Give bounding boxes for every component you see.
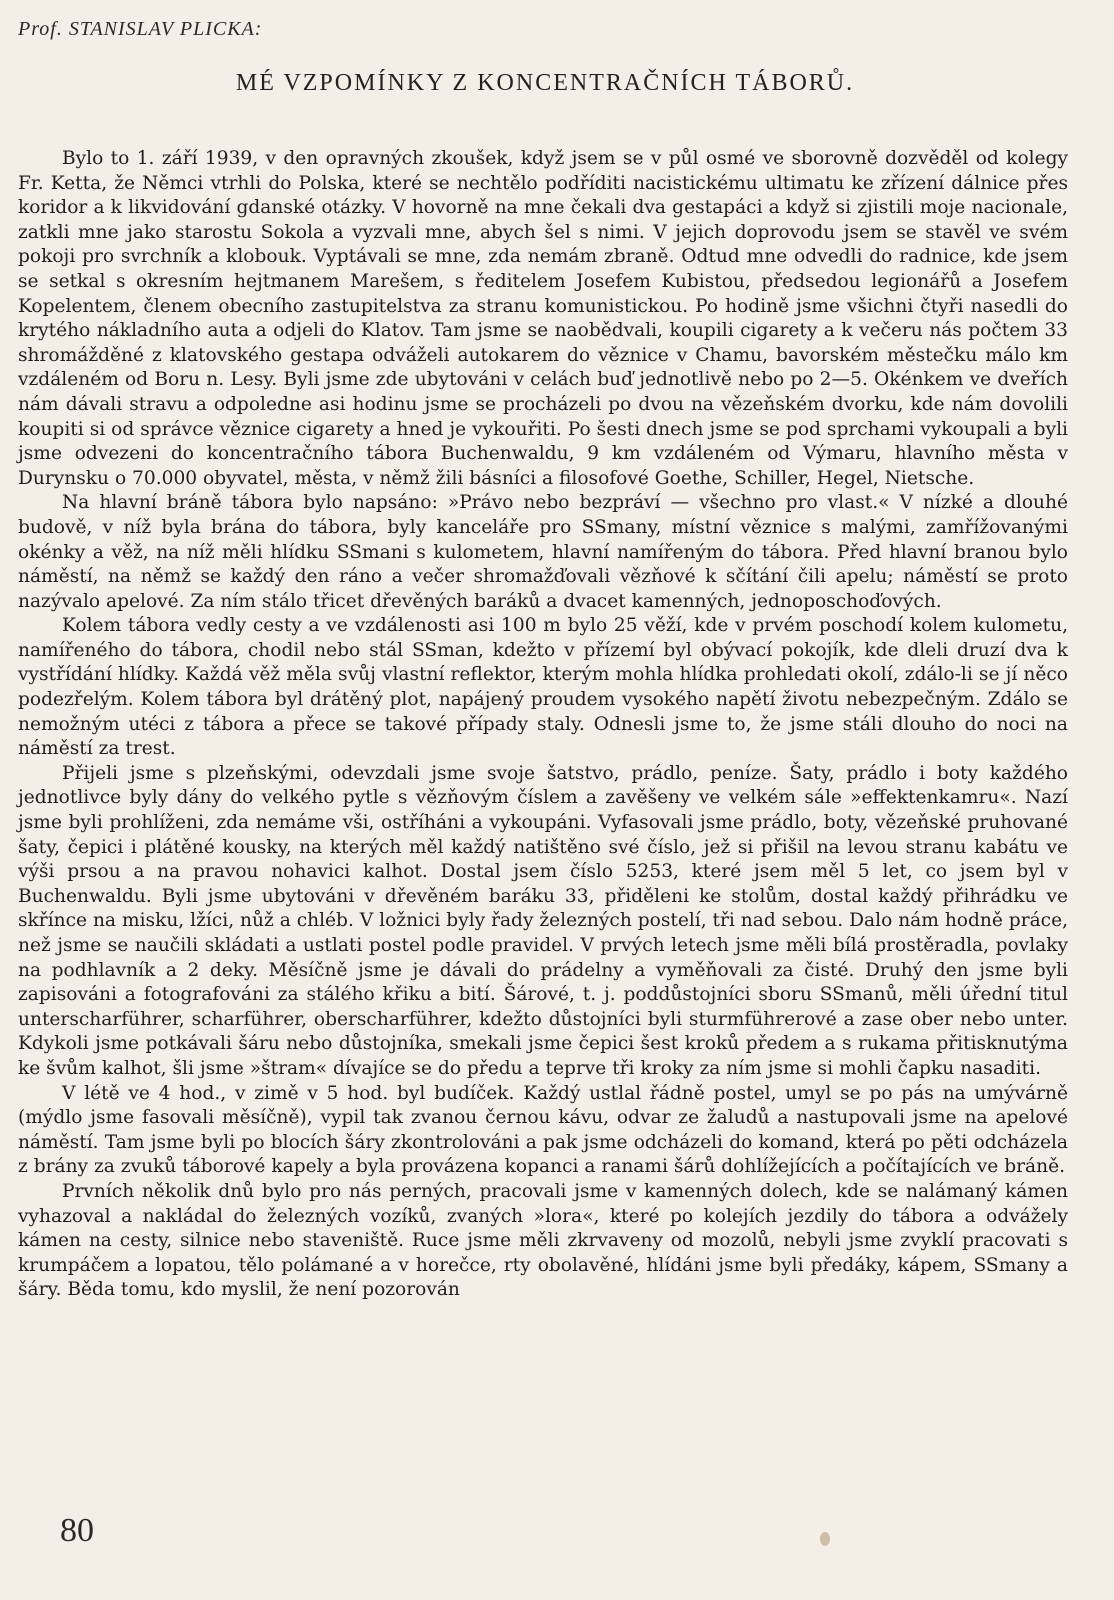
paragraph: Na hlavní bráně tábora bylo napsáno: »Právo nebo bezpráví — všechno pro vlast.« V nízké a dlouhé budově, v níž byla brána do tábora, byly kanceláře pro SSmany, místní věznice s malými, zamřížovanými okénky a věž, na níž měli hlídku SSmani s kulometem, hlavní namířeným do tábora. Před hlavní branou bylo náměstí, na němž se každý den ráno a večer shromažďovali vězňové k sčítání čili apelu; náměstí se proto nazývalo apelové. Za ním stálo třicet dřevěných baráků a dvacet kamenných, jednoposchoďových. xyxy=(18,492,1068,612)
paragraph: V létě ve 4 hod., v zimě v 5 hod. byl budíček. Každý ustlal řádně postel, umyl se po pás na umývárně (mýdlo jsme fasovali měsíčně), vypil tak zvanou černou kávu, odvar ze žaludů a nastupovali jsme na apelové náměstí. Tam jsme byli po blocích šáry zkontrolováni a pak jsme odcházeli do komand, která po pěti odcházela z brány za zvuků táborové kapely a byla provázena kopanci a ranami šárů dohlížejících a počítajících ve bráně. xyxy=(18,1082,1068,1178)
paper-stain xyxy=(820,1532,830,1546)
paragraph: Kolem tábora vedly cesty a ve vzdálenosti asi 100 m bylo 25 věží, kde v prvém poschodí kolem kulometu, namířeného do tábora, chodil nebo stál SSman, kdežto v přízemí byl obývací pokojík, kde dleli druzí dva k vystřídání hlídky. Každá věž měla svůj vlastní reflektor, kterým mohla hlídka prohledati okolí, zdálo-li se jí něco podezřelým. Kolem tábora byl drátěný plot, napájený proudem vysokého napětí životu nebezpečným. Zdálo se nemožným utéci z tábora a přece se takové případy staly. Odnesli jsme to, že jsme stáli dlouho do noci na náměstí za trest. xyxy=(18,615,1068,760)
paragraph: Bylo to 1. září 1939, v den opravných zkoušek, když jsem se v půl osmé ve sborovně dozvěděl od kolegy Fr. Ketta, že Němci vtrhli do Polska, které se nechtělo podříditi nacistickému ultimatu ke zřízení dálnice přes koridor a k likvidování gdanské otázky. V hovorně na mne čekali dva gestapáci a když si zjistili moje nacionale, zatkli mne jako starostu Sokola a vyzvali mne, abych šel s nimi. V jejich doprovodu jsem se stavěl ve svém pokoji pro svrchník a klobouk. Vyptávali se mne, zda nemám zbraně. Odtud mne odvedli do radnice, kde jsem se setkal s okresním hejtmanem Marešem, s ředitelem Josefem Kubistou, předsedou legionářů a Josefem Kopelentem, členem obecního zastupitelstva za stranu komunistickou. Po hodině jsme všichni čtyři nasedli do krytého nákladního auta a odjeli do Klatov. Tam jsme se naobědvali, koupili cigarety a k večeru nás počtem 33 shromážděné z klatovského gestapa odváželi autokarem do věznice v Chamu, bavorském městečku málo km vzdáleném od Boru n. Lesy. Byli jsme zde ubytováni v celách buď jednotlivě nebo po 2—5. Okénkem ve dveřích nám dávali stravu a odpoledne asi hodinu jsme se procházeli po dvou na vězeňském dvorku, kde nám dovolili koupiti si od správce věznice cigarety a hned je vykouřiti. Po šesti dnech jsme se pod sprchami vykoupali a byli jsme odvezeni do koncentračního tábora Buchenwaldu, 9 km vzdáleném od Výmaru, hlavního města v Durynsku o 70.000 obyvatel, města, v němž žili básníci a filosofové Goethe, Schiller, Hegel, Nietsche. xyxy=(18,148,1068,489)
author-name: Prof. STANISLAV PLICKA: xyxy=(18,18,263,40)
article-title: MÉ VZPOMÍNKY Z KONCENTRAČNÍCH TÁBORŮ. xyxy=(235,70,855,96)
article-body xyxy=(18,147,1068,1303)
paragraph: Přijeli jsme s plzeňskými, odevzdali jsme svoje šatstvo, prádlo, peníze. Šaty, prádlo i boty každého jednotlivce byly dány do velkého pytle s vězňovým číslem a zavěšeny ve velkém sále »effektenkamru«. Nazí jsme byli prohlíženi, zda nemáme vši, ostříháni a vykoupáni. Vyfasovali jsme prádlo, boty, vězeňské pruhované šaty, čepici i plátěné kousky, na kterých měl každý natištěno své číslo, jež si přišil na levou stranu kabátu ve výši prsou a na pravou nohavici kalhot. Dostal jsem číslo 5253, které jsem měl 5 let, co jsem byl v Buchenwaldu. Byli jsme ubytováni v dřevěném baráku 33, přiděleni ke stolům, dostal každý přihrádku ve skřínce na misku, lžíci, nůž a chléb. V ložnici byly řady železných postelí, tři nad sebou. Dalo nám hodně práce, než jsme se naučili skládati a ustlati postel podle pravidel. V prvých letech jsme měli bílá prostěradla, povlaky na podhlavník a 2 deky. Měsíčně jsme je dávali do prádelny a vyměňovali za čisté. Druhý den jsme byli zapisováni a fotografováni za stálého křiku a bití. Šárové, t. j. poddůstojníci sboru SSmanů, měli úřední titul unterscharführer, scharführer, oberscharführer, kdežto důstojníci byli sturmführerové a zase ober nebo unter. Kdykoli jsme potkávali šáru nebo důstojníka, smekali jsme čepici šest kroků předem a s rukama přitisknutýma ke švům kalhot, šli jsme »štram« dívajíce se do předu a teprve tři kroky za ním jsme si mohli čapku nasaditi. xyxy=(18,762,1068,1079)
page-number: 80 xyxy=(60,1512,94,1549)
paragraph: Prvních několik dnů bylo pro nás perných, pracovali jsme v kamenných dolech, kde se nalámaný kámen vyhazoval a nakládal do železných vozíků, zvaných »lora«, které po kolejích jezdily do tábora a odvážely kámen na cesty, silnice nebo staveniště. Ruce jsme měli zkrvaveny od mozolů, nebyli jsme zvyklí pracovati s krumpáčem a lopatou, tělo polámané a v horečce, rty obolavěné, hlídáni jsme byli předáky, kápem, SSmany a šáry. Běda tomu, kdo myslil, že není pozorován xyxy=(18,1180,1068,1301)
